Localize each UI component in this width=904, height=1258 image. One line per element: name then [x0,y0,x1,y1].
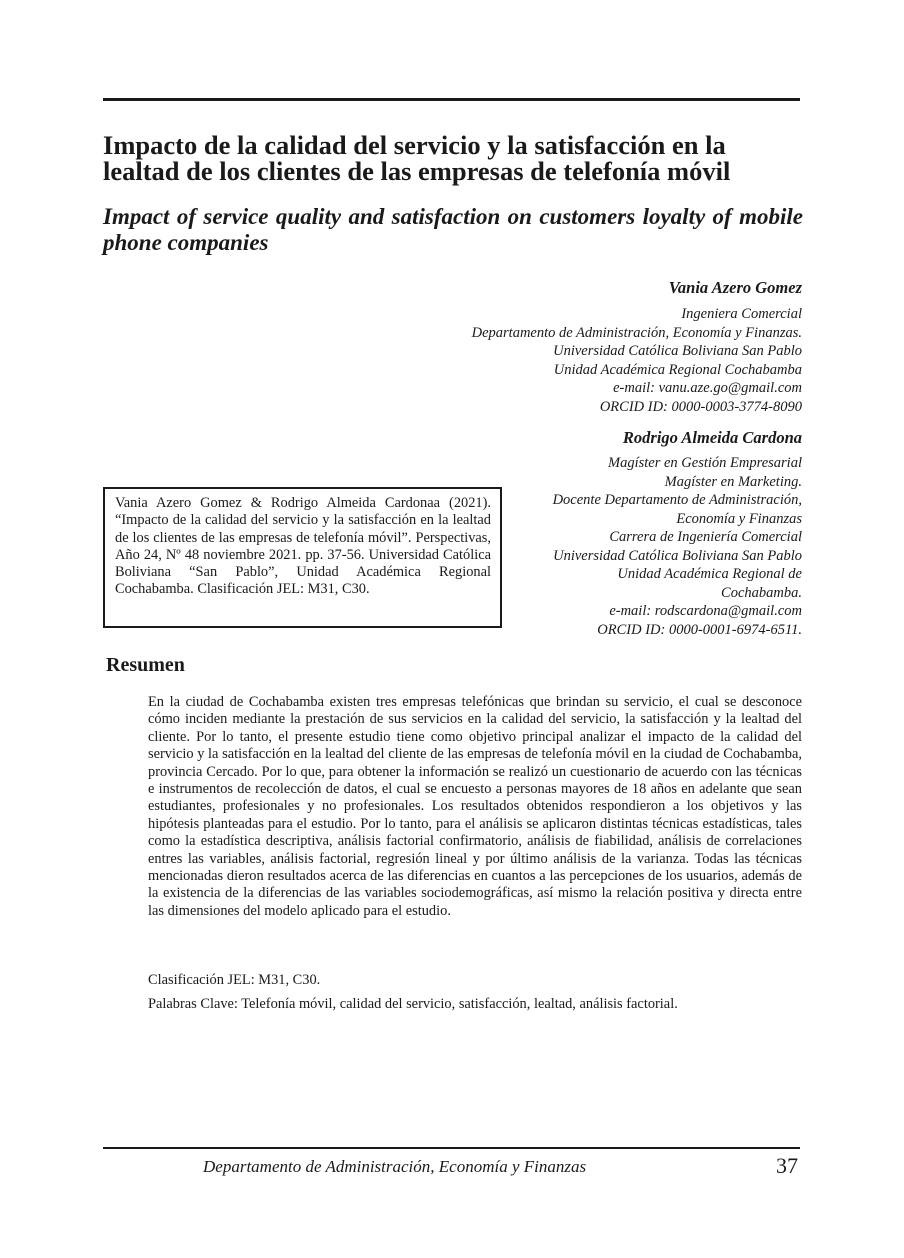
author-name: Rodrigo Almeida Cardona [622,428,802,447]
author-name: Vania Azero Gomez [668,278,802,297]
affiliation-line: Magíster en Gestión Empresarial [608,455,802,471]
jel-classification: Clasificación JEL: M31, C30. [148,972,321,988]
affiliation-line: Magíster en Marketing. [664,473,802,490]
keywords: Palabras Clave: Telefonía móvil, calidad del servicio, satisfacción, lealtad, análisis factorial. [148,996,678,1012]
title-english: Impact of service quality and satisfaction on customers loyalty of mobile phone companies [103,204,803,255]
top-rule [103,98,800,101]
author-block-1 [332,278,802,416]
author-orcid: ORCID ID: 0000-0003-3774-8090 [599,398,802,415]
page-number: 37 [776,1153,798,1178]
author-affiliation [502,454,802,639]
title-spanish: Impacto de la calidad del servicio y la satisfacción en la lealtad de los clientes de las empresas de telefonía móvil [103,130,731,186]
abstract-body: En la ciudad de Cochabamba existen tres empresas telefónicas que brindan su servicio, el cual se desconoce cómo inciden mediante la prestación de sus servicios en la calidad del servicio, la satisfacción y la lealtad del cliente. Por lo tanto, el presente estudio tiene como objetivo principal analizar el impacto de la calidad del servicio y la satisfacción en la lealtad del cliente de las empresas de telefonía móvil en la ciudad de Cochabamba, provincia Cercado. Por lo que, para obtener la información se realizó un cuestionario de acuerdo con las técnicas e instrumentos de recolección de datos, el cual se encuesto a personas mayores de 18 años en adelante que sean estudiantes, profesionales y no profesionales. Los resultados obtenidos respondieron a los objetivos y las hipótesis planteadas para el estudio. Por lo tanto, para el análisis se aplicaron distintas técnicas estadísticas, tales como la estadística descriptiva, análisis factorial confirmatorio, análisis de fiabilidad, análisis de correlaciones entres las variables, análisis factorial, regresión lineal y por último análisis de la varianza. Todas las técnicas mencionadas dieron resultados acerca de las diferencias en cuantos a las percepciones de los usuarios, además de la existencia de la diferencias de las variables sociodemográficas, así mismo la relación positiva y directa entre las dimensiones del modelo aplicado para el estudio. [148,694,802,919]
resumen-heading: Resumen [106,654,185,676]
citation-box: Vania Azero Gomez & Rodrigo Almeida Cardonaa (2021). “Impacto de la calidad del servicio y la satisfacción en la lealtad de los clientes de las empresas de telefonía móvil”. Perspectivas, Año 24, Nº 48 noviembre 2021. pp. 37-56. Universidad Católica Boliviana “San Pablo”, Unidad Académica Regional Cochabamba. Clasificación JEL: M31, C30. [103,487,502,628]
author-email[interactable]: e-mail: vanu.aze.go@gmail.com [613,380,802,396]
affiliation-line: Economía y Finanzas [676,510,802,527]
author-orcid: ORCID ID: 0000-0001-6974-6511. [597,621,802,638]
affiliation-line: Unidad Académica Regional Cochabamba [553,361,802,378]
affiliation-line: Carrera de Ingeniería Comercial [609,529,802,545]
affiliation-line: Departamento de Administración, Economía y Finanzas. [471,324,802,341]
author-block-2 [502,428,802,639]
affiliation-line: Cochabamba. [721,584,802,601]
author-email[interactable]: e-mail: rodscardona@gmail.com [609,603,802,619]
footer-department: Departamento de Administración, Economía y Finanzas [203,1157,587,1176]
bottom-rule [103,1147,800,1149]
affiliation-line: Ingeniera Comercial [681,306,802,322]
affiliation-line: Universidad Católica Boliviana San Pablo [553,343,802,359]
affiliation-line: Universidad Católica Boliviana San Pablo [553,547,802,564]
author-affiliation [332,305,802,416]
affiliation-line: Docente Departamento de Administración, [552,492,802,508]
affiliation-line: Unidad Académica Regional de [617,566,802,582]
